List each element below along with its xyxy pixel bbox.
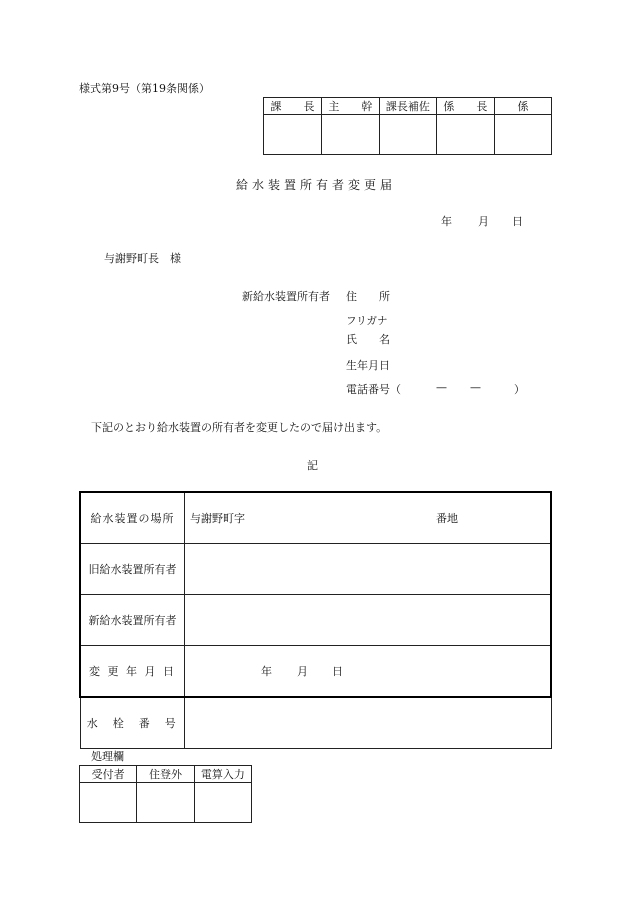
approval-stamp-cell[interactable] (436, 115, 494, 155)
note-heading: 記 (307, 459, 318, 472)
table-row (80, 544, 551, 595)
applicant-role: 新給水装置所有者 (242, 290, 330, 303)
name-label: 氏 名 (346, 333, 390, 346)
approval-stamp-cell[interactable] (379, 115, 436, 155)
approval-stamp-cell[interactable] (321, 115, 379, 155)
phone-close: ） (514, 383, 525, 396)
new-owner-field[interactable] (185, 595, 552, 646)
addressee: 与謝野町長 様 (104, 252, 181, 265)
approval-header-staff: 係 (494, 98, 551, 115)
furigana-label: フリガナ (346, 315, 388, 327)
change-year: 年 (261, 665, 272, 678)
table-row (80, 646, 551, 698)
table-row (80, 595, 551, 646)
new-owner-label: 新給水装置所有者 (80, 595, 185, 646)
processing-cell[interactable] (80, 783, 137, 823)
processing-header-receiver: 受付者 (80, 766, 137, 783)
change-date-label: 変 更 年 月 日 (80, 646, 185, 698)
hydrant-number-field[interactable] (185, 697, 552, 749)
table-row (80, 492, 551, 544)
old-owner-field[interactable] (185, 544, 552, 595)
processing-cell[interactable] (194, 783, 251, 823)
location-field[interactable] (185, 492, 552, 544)
processing-header-data-entry: 電算入力 (194, 766, 251, 783)
form-title: 給水装置所有者変更届 (236, 178, 397, 192)
submit-date-year: 年 (441, 215, 452, 228)
phone-label: 電話番号（ (346, 383, 401, 396)
hydrant-number-label: 水 栓 番 号 (80, 697, 185, 749)
submit-date-day: 日 (512, 215, 523, 228)
location-label: 給水装置の場所 (80, 492, 185, 544)
birthdate-label: 生年月日 (346, 359, 390, 372)
table-row (80, 697, 551, 749)
location-lot: 番地 (436, 512, 458, 525)
form-number: 様式第9号（第19条関係） (79, 82, 210, 95)
approval-stamp-cell[interactable] (494, 115, 551, 155)
approval-header-section-chief: 課 長 (264, 98, 322, 115)
approval-header-chief-officer: 主 幹 (321, 98, 379, 115)
approval-stamp-cell[interactable] (264, 115, 322, 155)
change-day: 日 (332, 665, 343, 678)
processing-table (79, 765, 252, 823)
submit-date-month: 月 (478, 215, 489, 228)
processing-cell[interactable] (137, 783, 194, 823)
phone-dash-2: — (470, 381, 481, 394)
approval-header-unit-chief: 係 長 (436, 98, 494, 115)
approval-header-deputy-chief: 課長補佐 (379, 98, 436, 115)
processing-heading: 処理欄 (91, 750, 124, 763)
details-table (79, 491, 552, 749)
address-label: 住 所 (346, 290, 390, 303)
change-month: 月 (297, 665, 308, 678)
processing-header-non-resident: 住登外 (137, 766, 194, 783)
approval-stamp-table (263, 97, 552, 155)
statement: 下記のとおり給水装置の所有者を変更したので届け出ます。 (91, 421, 388, 434)
change-date-field[interactable] (185, 646, 552, 698)
old-owner-label: 旧給水装置所有者 (80, 544, 185, 595)
location-town: 与謝野町字 (190, 512, 245, 525)
phone-dash-1: — (436, 381, 447, 394)
